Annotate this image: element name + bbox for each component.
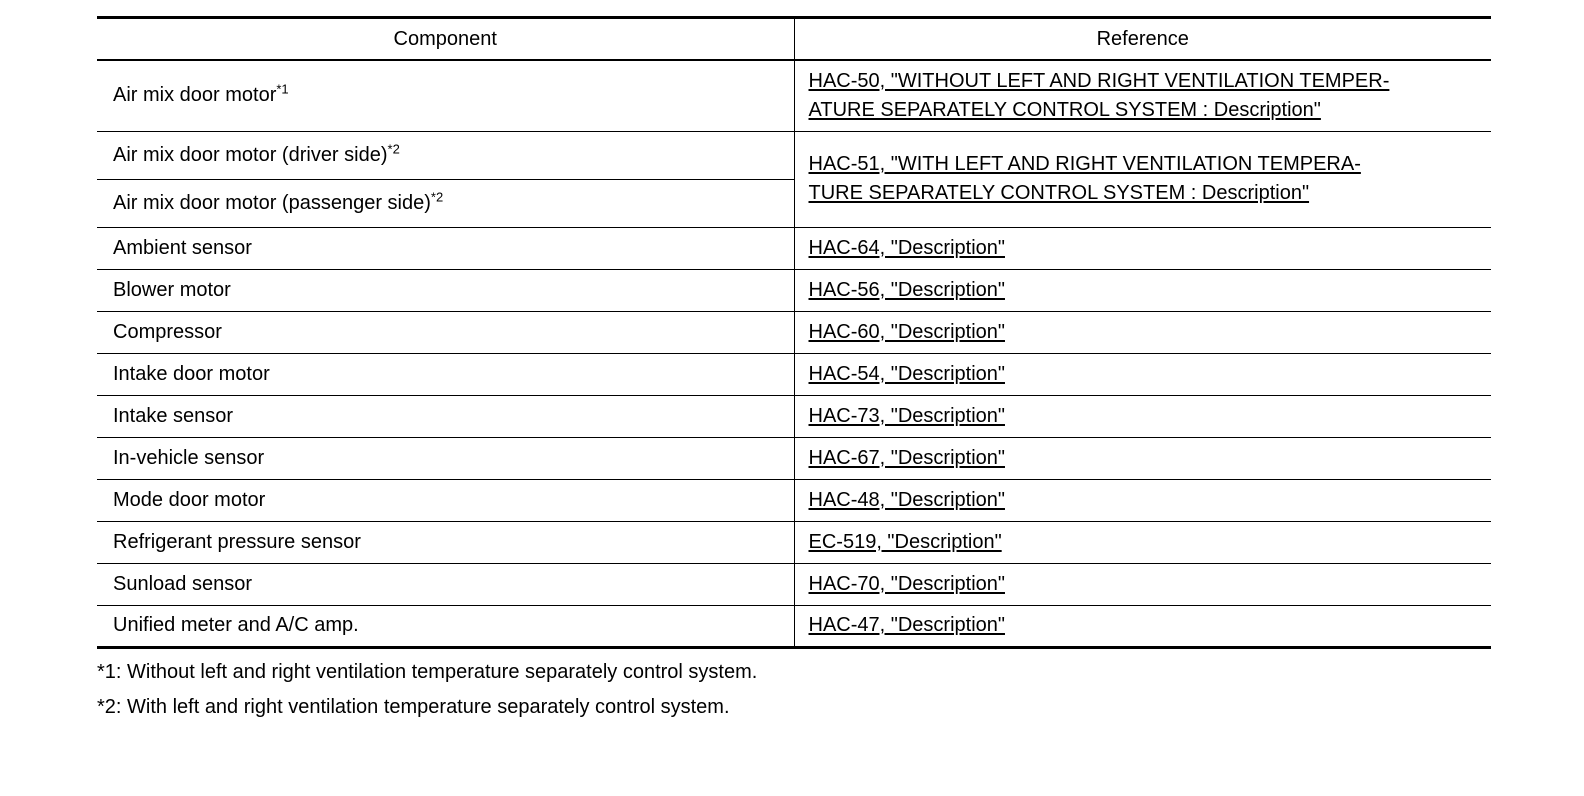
component-cell: Intake sensor <box>97 395 794 437</box>
reference-cell <box>794 269 1491 311</box>
table-row <box>97 60 1491 131</box>
table-row <box>97 479 1491 521</box>
table-row <box>97 437 1491 479</box>
component-name: Air mix door motor (driver side) <box>113 143 388 166</box>
reference-link[interactable]: HAC-48, "Description" <box>808 488 1005 511</box>
reference-cell <box>794 353 1491 395</box>
component-cell: Sunload sensor <box>97 563 794 605</box>
component-cell: In-vehicle sensor <box>97 437 794 479</box>
reference-link[interactable]: HAC-47, "Description" <box>808 614 1005 636</box>
reference-cell <box>794 60 1491 131</box>
component-cell <box>97 179 794 227</box>
component-cell: Unified meter and A/C amp. <box>97 605 794 647</box>
component-cell <box>97 60 794 131</box>
component-cell: Blower motor <box>97 269 794 311</box>
reference-cell <box>794 311 1491 353</box>
component-cell: Ambient sensor <box>97 227 794 269</box>
reference-link[interactable]: HAC-70, "Description" <box>808 572 1005 595</box>
component-name: Air mix door motor <box>113 84 277 107</box>
reference-link[interactable]: HAC-54, "Description" <box>808 362 1005 385</box>
reference-link[interactable]: HAC-60, "Description" <box>808 320 1005 343</box>
table-row <box>97 227 1491 269</box>
footnote-2: *2: With left and right ventilation temperature separately control system. <box>97 695 730 718</box>
table-row <box>97 269 1491 311</box>
reference-cell <box>794 521 1491 563</box>
footnote-marker: *2 <box>387 140 400 156</box>
header-component: Component <box>97 18 794 61</box>
component-reference-table <box>97 16 1491 649</box>
document-page <box>97 16 1491 725</box>
reference-link[interactable]: HAC-50, "WITHOUT LEFT AND RIGHT VENTILATION TEMPER- ATURE SEPARATELY CONTROL SYSTEM : Description" <box>808 69 1390 121</box>
table-row <box>97 311 1491 353</box>
reference-cell <box>794 605 1491 647</box>
reference-cell <box>794 437 1491 479</box>
footnote-marker: *2 <box>430 188 444 204</box>
reference-link[interactable]: HAC-64, "Description" <box>808 236 1005 259</box>
table-row <box>97 521 1491 563</box>
reference-link[interactable]: HAC-56, "Description" <box>808 278 1005 301</box>
reference-link[interactable]: HAC-73, "Description" <box>808 404 1005 427</box>
reference-link[interactable]: HAC-51, "WITH LEFT AND RIGHT VENTILATION TEMPERA- TURE SEPARATELY CONTROL SYSTEM : Description" <box>808 153 1361 204</box>
reference-cell <box>794 563 1491 605</box>
reference-link[interactable]: HAC-67, "Description" <box>808 446 1005 469</box>
table-row <box>97 605 1491 647</box>
footnote-marker: *1 <box>276 81 289 97</box>
table-row <box>97 395 1491 437</box>
component-cell: Refrigerant pressure sensor <box>97 521 794 563</box>
component-cell: Intake door motor <box>97 353 794 395</box>
table-row <box>97 563 1491 605</box>
reference-cell <box>794 395 1491 437</box>
reference-cell <box>794 479 1491 521</box>
table-header-row <box>97 18 1491 61</box>
component-cell: Compressor <box>97 311 794 353</box>
reference-cell <box>794 227 1491 269</box>
table-row <box>97 353 1491 395</box>
header-reference: Reference <box>794 18 1491 61</box>
reference-link[interactable]: EC-519, "Description" <box>808 530 1002 553</box>
component-cell <box>97 131 794 179</box>
component-cell: Mode door motor <box>97 479 794 521</box>
footnotes <box>97 655 1491 725</box>
footnote-1: *1: Without left and right ventilation temperature separately control system. <box>97 660 758 683</box>
reference-cell <box>794 131 1491 227</box>
component-name: Air mix door motor (passenger side) <box>113 191 431 214</box>
table-row <box>97 131 1491 179</box>
